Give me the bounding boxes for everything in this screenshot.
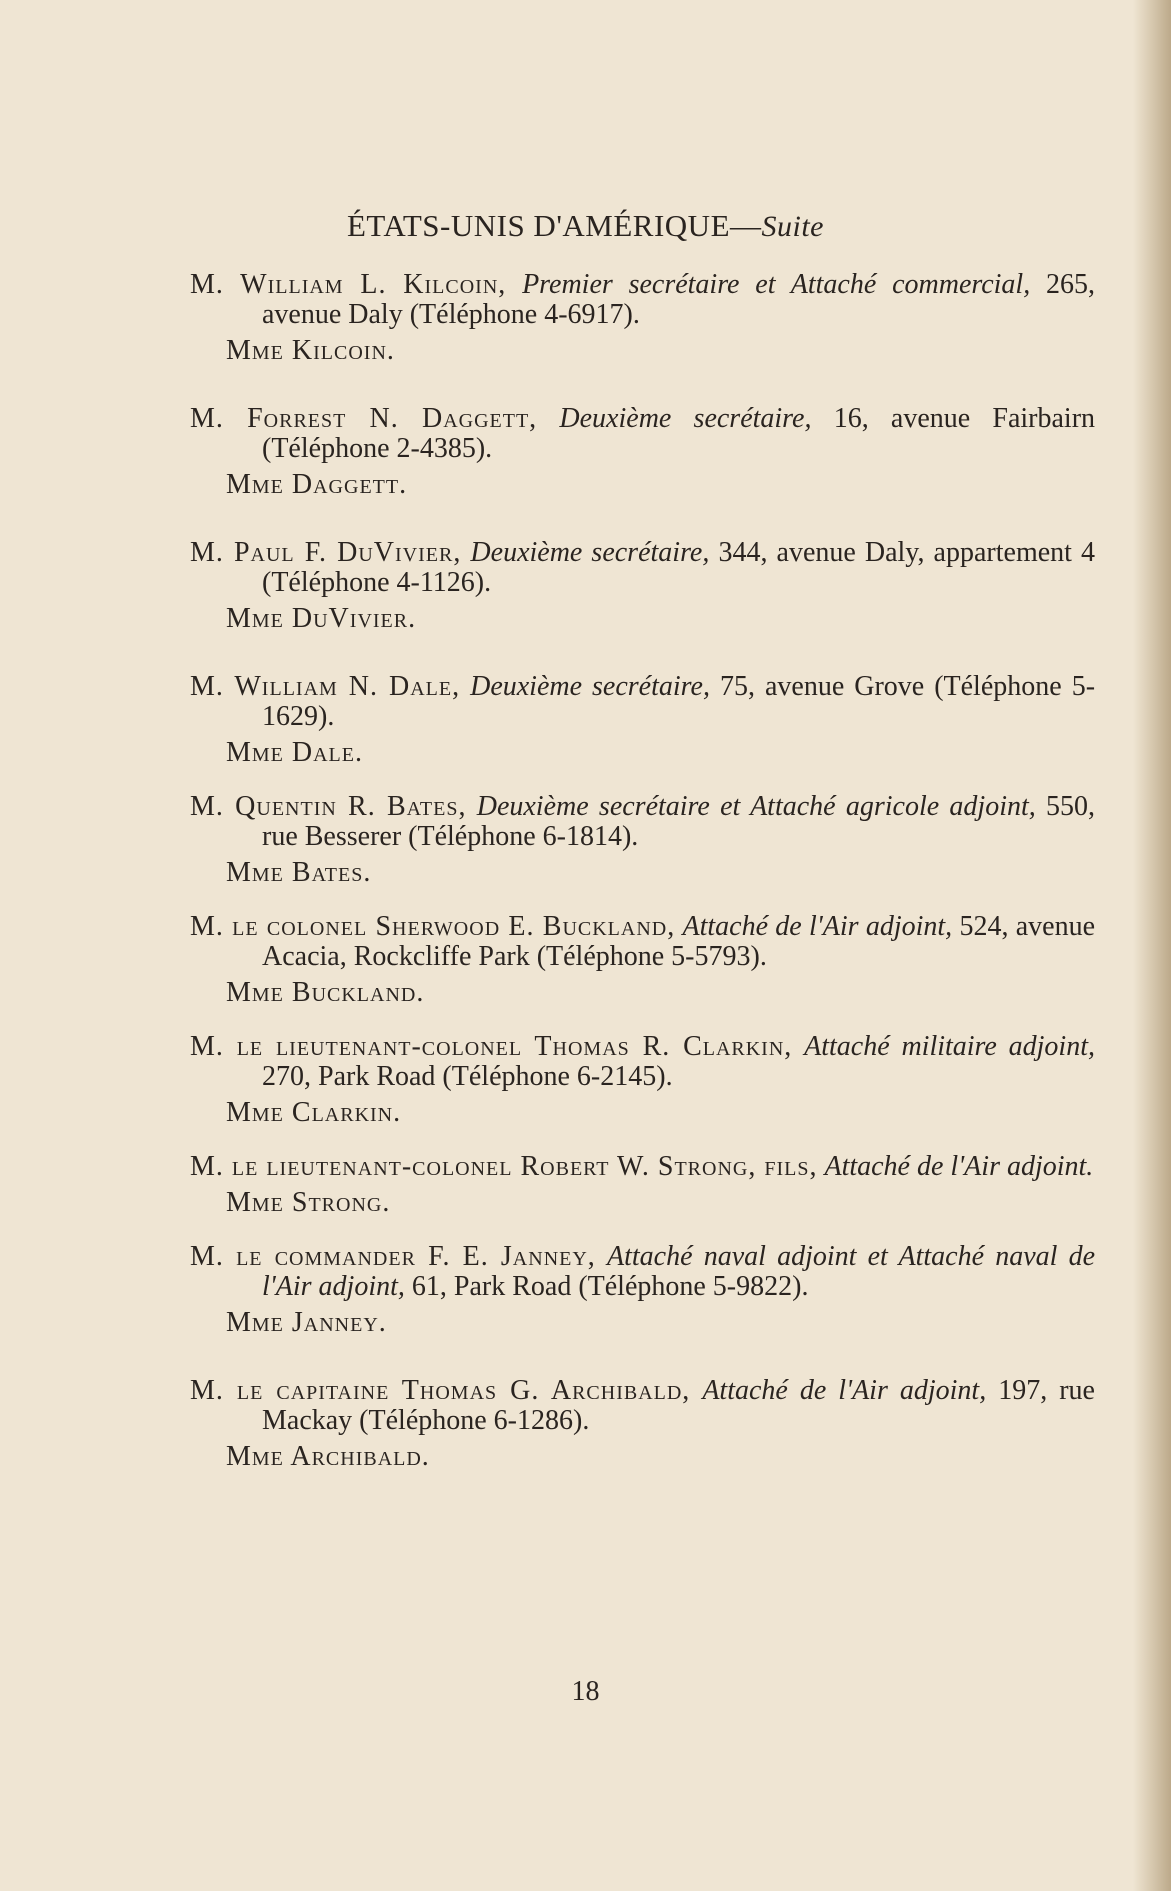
entry-spouse: Mme Buckland. (226, 977, 425, 1008)
entry-spouse: Mme Bates. (226, 857, 372, 888)
entry-name: M. Paul F. DuVivier, (190, 537, 462, 568)
entry-title: Attaché militaire adjoint, (804, 1031, 1095, 1062)
entry-name: M. le capitaine Thomas G. Archibald, (190, 1375, 691, 1406)
entry-name: M. Forrest N. Daggett, (190, 403, 538, 434)
entry-address: 16, avenue Fairbairn (Téléphone 2-4385). (262, 403, 1096, 464)
entry-address: 550, rue Besserer (Téléphone 6-1814). (262, 791, 1096, 852)
entry-spouse: Mme Clarkin. (226, 1097, 402, 1128)
entry-name: M. Quentin R. Bates, (190, 791, 467, 822)
entry-title: Attaché naval adjoint et Attaché naval de l'Air adjoint, (262, 1241, 1096, 1302)
entry-name: M. William N. Dale, (190, 671, 461, 702)
entry-buckland (190, 912, 1095, 1010)
entry-address: 61, Park Road (Téléphone 5-9822). (411, 1271, 809, 1302)
heading-country: ÉTATS-UNIS D'AMÉRIQUE (347, 208, 730, 243)
entry-address: 197, rue Mackay (Téléphone 6-1286). (262, 1375, 1095, 1436)
entry-strong (190, 1152, 1095, 1220)
entry-name: M. le lieutenant-colonel Robert W. Strong, fils, (190, 1151, 818, 1182)
page-gutter-shadow (1133, 0, 1171, 1891)
entry-spouse: Mme Archibald. (226, 1441, 430, 1472)
page-heading (0, 208, 1171, 244)
entry-spouse: Mme Daggett. (226, 469, 408, 500)
entry-title: Premier secrétaire et Attaché commercial, (522, 269, 1031, 300)
entry-address: 265, avenue Daly (Téléphone 4-6917). (262, 269, 1096, 330)
entry-title: Deuxième secrétaire, (559, 403, 812, 434)
entry-spouse: Mme Janney. (226, 1307, 387, 1338)
entry-title: Attaché de l'Air adjoint, (702, 1375, 987, 1406)
heading-suite: Suite (761, 210, 824, 243)
entry-title: Attaché de l'Air adjoint, (682, 911, 953, 942)
page-number: 18 (571, 1676, 600, 1707)
entry-daggett (190, 404, 1095, 502)
entry-dale (190, 672, 1095, 770)
entry-spouse: Mme Strong. (226, 1187, 391, 1218)
entry-title: Deuxième secrétaire et Attaché agricole adjoint, (476, 791, 1036, 822)
entry-kilcoin (190, 270, 1095, 368)
entry-name: M. William L. Kilcoin, (190, 269, 507, 300)
entry-duvivier (190, 538, 1095, 636)
entry-title: Attaché de l'Air adjoint. (824, 1151, 1094, 1182)
entry-address: 75, avenue Grove (Téléphone 5-1629). (262, 671, 1096, 732)
entry-spouse: Mme Dale. (226, 737, 363, 768)
entry-janney (190, 1242, 1095, 1340)
entry-name: M. le commander F. E. Janney, (190, 1241, 596, 1272)
entry-address: 344, avenue Daly, appartement 4 (Téléphone 4-1126). (262, 537, 1096, 598)
entry-bates (190, 792, 1095, 890)
entry-spouse: Mme DuVivier. (226, 603, 417, 634)
entry-list (190, 270, 1095, 1474)
entry-address: 524, avenue Acacia, Rockcliffe Park (Téléphone 5-5793). (262, 911, 1095, 972)
entry-title: Deuxième secrétaire, (470, 671, 710, 702)
entry-name: M. le lieutenant-colonel Thomas R. Clarkin, (190, 1031, 793, 1062)
entry-spouse: Mme Kilcoin. (226, 335, 395, 366)
entry-archibald (190, 1376, 1095, 1474)
entry-address: 270, Park Road (Téléphone 6-2145). (262, 1061, 673, 1092)
entry-name: M. le colonel Sherwood E. Buckland, (190, 911, 676, 942)
heading-dash: — (730, 208, 762, 243)
entry-clarkin (190, 1032, 1095, 1130)
entry-title: Deuxième secrétaire, (470, 537, 710, 568)
